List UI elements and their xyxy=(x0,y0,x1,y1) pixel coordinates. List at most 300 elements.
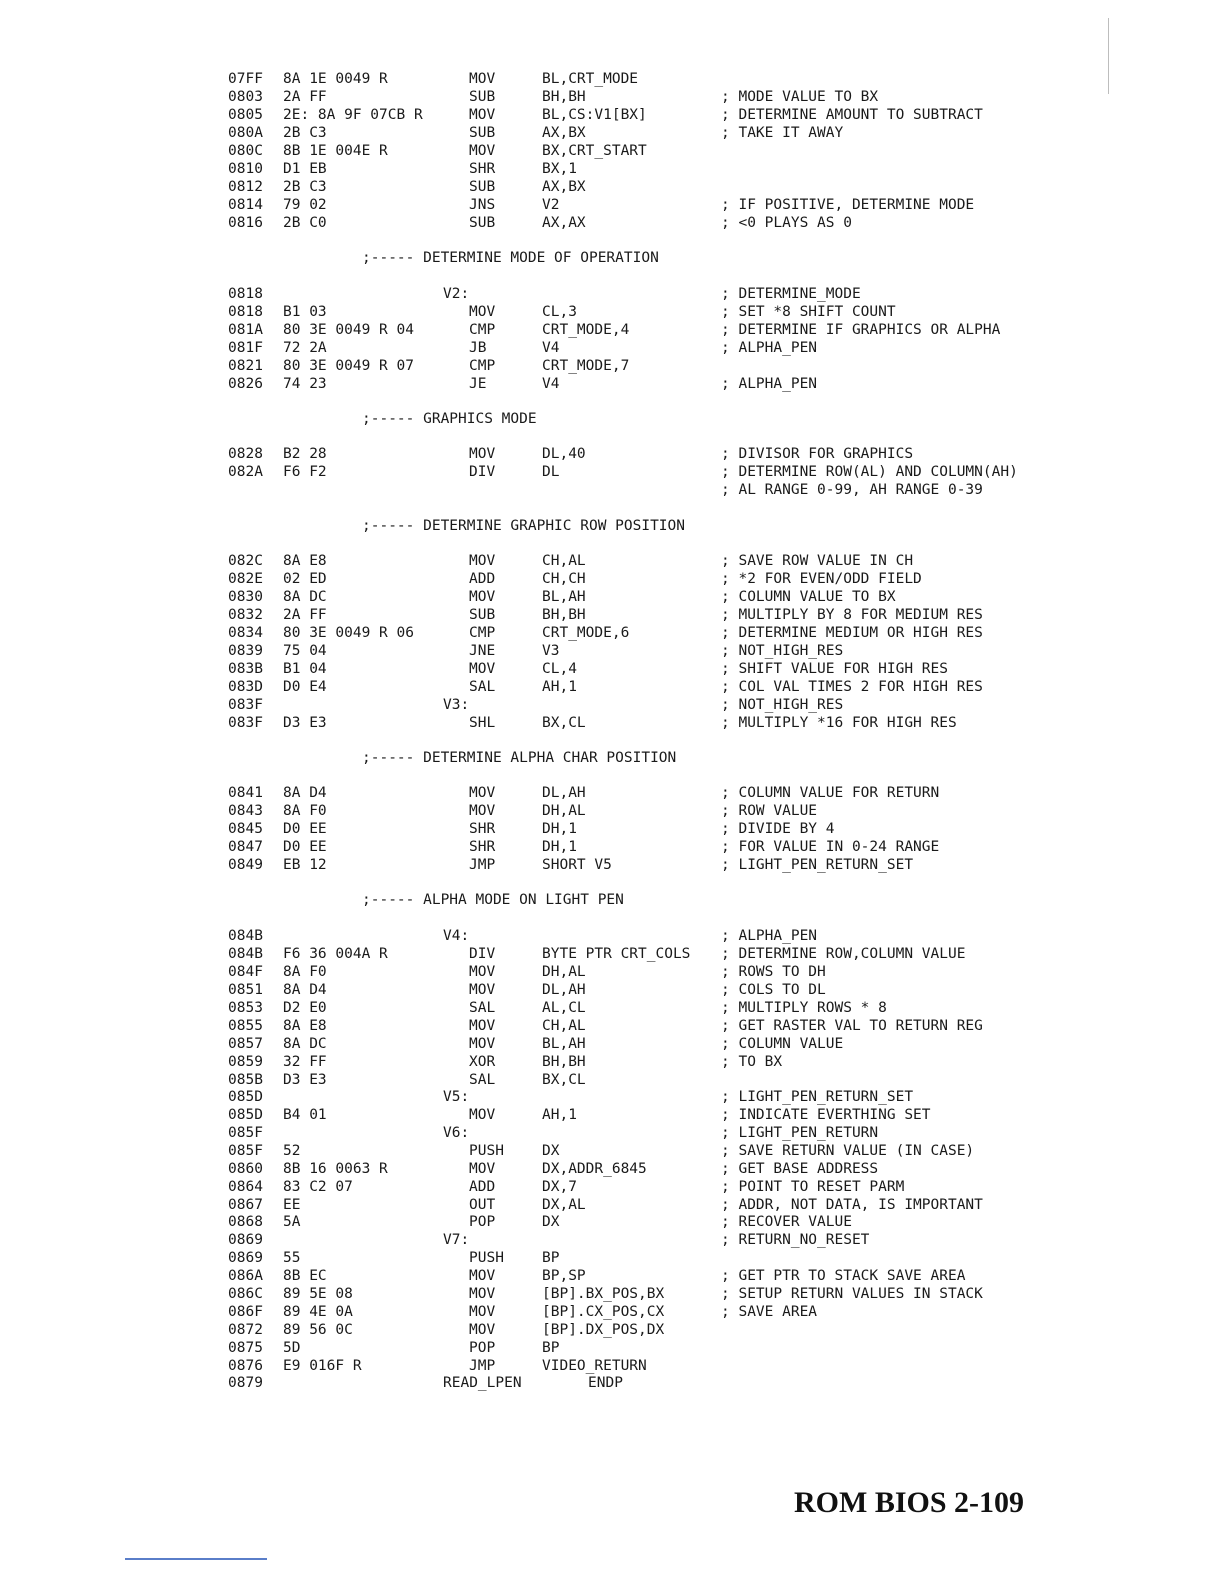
margin-mark xyxy=(125,1558,267,1560)
code-line xyxy=(0,88,1224,106)
object-code: 8B 1E 004E R xyxy=(283,143,388,159)
mnemonic: MOV xyxy=(469,446,496,462)
line-comment: ; GET RASTER VAL TO RETURN REG xyxy=(721,1018,983,1034)
object-code: 8A DC xyxy=(283,1036,327,1052)
code-line xyxy=(0,1071,1224,1089)
section-heading-text: ;----- ALPHA MODE ON LIGHT PEN xyxy=(362,892,624,908)
line-comment: ; ROW VALUE xyxy=(721,803,818,819)
operand: [BP].CX_POS,CX xyxy=(542,1304,665,1320)
line-comment: ; COL VAL TIMES 2 FOR HIGH RES xyxy=(721,679,983,695)
code-line xyxy=(0,927,1224,945)
code-line xyxy=(0,196,1224,214)
mnemonic: SUB xyxy=(469,125,496,141)
code-line xyxy=(0,1053,1224,1071)
operand: DH,AL xyxy=(542,803,586,819)
operand: BP xyxy=(542,1250,560,1266)
line-address: 084F xyxy=(228,964,263,980)
line-comment: ; ROWS TO DH xyxy=(721,964,826,980)
line-address: 0834 xyxy=(228,625,263,641)
line-address: 0832 xyxy=(228,607,263,623)
edge-mark xyxy=(1108,18,1109,94)
operand: DX,AL xyxy=(542,1197,586,1213)
object-code: 5A xyxy=(283,1214,301,1230)
mnemonic: MOV xyxy=(469,71,496,87)
operand: DL xyxy=(542,464,560,480)
section-heading xyxy=(0,517,1224,535)
object-code: 8B 16 0063 R xyxy=(283,1161,388,1177)
mnemonic: OUT xyxy=(469,1197,496,1213)
code-label: V4: xyxy=(443,928,470,944)
object-code: 2B C3 xyxy=(283,125,327,141)
object-code: D3 E3 xyxy=(283,715,327,731)
line-address: 086C xyxy=(228,1286,263,1302)
line-comment: ; NOT_HIGH_RES xyxy=(721,697,844,713)
line-address: 082A xyxy=(228,464,263,480)
operand: BX,1 xyxy=(542,161,577,177)
line-address: 0876 xyxy=(228,1358,263,1374)
operand: CRT_MODE,7 xyxy=(542,358,630,374)
line-comment: ; GET PTR TO STACK SAVE AREA xyxy=(721,1268,966,1284)
mnemonic: JE xyxy=(469,376,487,392)
object-code: 8A F0 xyxy=(283,803,327,819)
code-line xyxy=(0,1124,1224,1142)
line-address: 0851 xyxy=(228,982,263,998)
line-comment: ; ALPHA_PEN xyxy=(721,928,818,944)
line-address: 083D xyxy=(228,679,263,695)
operand: DX,ADDR_6845 xyxy=(542,1161,647,1177)
code-line xyxy=(0,838,1224,856)
code-line xyxy=(0,1374,1224,1392)
operand: DL,40 xyxy=(542,446,586,462)
mnemonic: PUSH xyxy=(469,1143,504,1159)
line-comment: ; DETERMINE AMOUNT TO SUBTRACT xyxy=(721,107,983,123)
code-line xyxy=(0,1088,1224,1106)
code-line xyxy=(0,285,1224,303)
code-line xyxy=(0,570,1224,588)
operand: BX,CRT_START xyxy=(542,143,647,159)
mnemonic: MOV xyxy=(469,964,496,980)
line-address: 084B xyxy=(228,946,263,962)
code-line xyxy=(0,339,1224,357)
operand: AX,BX xyxy=(542,179,586,195)
object-code: 74 23 xyxy=(283,376,327,392)
line-address: 085F xyxy=(228,1143,263,1159)
line-address: 0845 xyxy=(228,821,263,837)
object-code: D2 E0 xyxy=(283,1000,327,1016)
mnemonic: SUB xyxy=(469,179,496,195)
object-code: 89 4E 0A xyxy=(283,1304,353,1320)
object-code: 2E: 8A 9F 07CB R xyxy=(283,107,423,123)
line-address: 0859 xyxy=(228,1054,263,1070)
line-address: 0853 xyxy=(228,1000,263,1016)
code-line xyxy=(0,981,1224,999)
code-line xyxy=(0,1303,1224,1321)
line-comment: ; COLUMN VALUE TO BX xyxy=(721,589,896,605)
code-line xyxy=(0,963,1224,981)
code-line xyxy=(0,70,1224,88)
mnemonic: XOR xyxy=(469,1054,496,1070)
code-label: V3: xyxy=(443,697,470,713)
mnemonic: MOV xyxy=(469,982,496,998)
mnemonic: POP xyxy=(469,1214,496,1230)
line-comment: ; *2 FOR EVEN/ODD FIELD xyxy=(721,571,922,587)
line-comment: ; SAVE AREA xyxy=(721,1304,818,1320)
code-line xyxy=(0,321,1224,339)
object-code: 2B C3 xyxy=(283,179,327,195)
line-address: 0864 xyxy=(228,1179,263,1195)
mnemonic: MOV xyxy=(469,1304,496,1320)
line-address: 083F xyxy=(228,715,263,731)
mnemonic: SAL xyxy=(469,1000,496,1016)
line-comment: ; MULTIPLY ROWS * 8 xyxy=(721,1000,887,1016)
operand: CL,3 xyxy=(542,304,577,320)
operand: DH,AL xyxy=(542,964,586,980)
mnemonic: ADD xyxy=(469,571,496,587)
line-address: 0814 xyxy=(228,197,263,213)
object-code: 80 3E 0049 R 06 xyxy=(283,625,414,641)
line-address: 085F xyxy=(228,1125,263,1141)
line-address: 0803 xyxy=(228,89,263,105)
operand: SHORT V5 xyxy=(542,857,612,873)
mnemonic: DIV xyxy=(469,946,496,962)
code-line xyxy=(0,606,1224,624)
operand: CRT_MODE,4 xyxy=(542,322,630,338)
line-address: 080A xyxy=(228,125,263,141)
line-comment: ; SET *8 SHIFT COUNT xyxy=(721,304,896,320)
mnemonic: MOV xyxy=(469,589,496,605)
object-code: B2 28 xyxy=(283,446,327,462)
code-line xyxy=(0,1035,1224,1053)
line-address: 085D xyxy=(228,1107,263,1123)
line-comment: ; DETERMINE IF GRAPHICS OR ALPHA xyxy=(721,322,1001,338)
object-code: 02 ED xyxy=(283,571,327,587)
line-address: 0843 xyxy=(228,803,263,819)
code-line xyxy=(0,124,1224,142)
operand: BL,AH xyxy=(542,1036,586,1052)
code-line xyxy=(0,106,1224,124)
operand: CH,AL xyxy=(542,553,586,569)
mnemonic: MOV xyxy=(469,143,496,159)
section-heading xyxy=(0,891,1224,909)
object-code: 8A E8 xyxy=(283,1018,327,1034)
code-label: V6: xyxy=(443,1125,470,1141)
operand: DH,1 xyxy=(542,821,577,837)
code-line xyxy=(0,588,1224,606)
code-line xyxy=(0,481,1224,499)
operand: CH,AL xyxy=(542,1018,586,1034)
object-code: 8A F0 xyxy=(283,964,327,980)
line-comment: ; IF POSITIVE, DETERMINE MODE xyxy=(721,197,975,213)
section-heading-text: ;----- DETERMINE ALPHA CHAR POSITION xyxy=(362,750,677,766)
mnemonic: JMP xyxy=(469,857,496,873)
line-comment: ; ALPHA_PEN xyxy=(721,376,818,392)
mnemonic: SHR xyxy=(469,161,496,177)
operand: BH,BH xyxy=(542,89,586,105)
mnemonic: CMP xyxy=(469,322,496,338)
line-address: 086F xyxy=(228,1304,263,1320)
code-line xyxy=(0,445,1224,463)
code-line xyxy=(0,1196,1224,1214)
line-address: 0860 xyxy=(228,1161,263,1177)
code-line xyxy=(0,784,1224,802)
line-comment: ; TO BX xyxy=(721,1054,783,1070)
operand: DL,AH xyxy=(542,982,586,998)
section-heading xyxy=(0,249,1224,267)
operand: VIDEO_RETURN xyxy=(542,1358,647,1374)
code-line xyxy=(0,678,1224,696)
mnemonic: MOV xyxy=(469,1286,496,1302)
line-comment: ; AL RANGE 0-99, AH RANGE 0-39 xyxy=(721,482,983,498)
line-comment: ; NOT_HIGH_RES xyxy=(721,643,844,659)
line-comment: ; <0 PLAYS AS 0 xyxy=(721,215,852,231)
line-comment: ; GET BASE ADDRESS xyxy=(721,1161,879,1177)
code-line xyxy=(0,1213,1224,1231)
line-comment: ; DIVIDE BY 4 xyxy=(721,821,835,837)
line-comment: ; SAVE RETURN VALUE (IN CASE) xyxy=(721,1143,975,1159)
code-line xyxy=(0,1160,1224,1178)
section-heading-text: ;----- DETERMINE MODE OF OPERATION xyxy=(362,250,659,266)
code-line xyxy=(0,714,1224,732)
line-address: 0867 xyxy=(228,1197,263,1213)
code-line xyxy=(0,820,1224,838)
line-comment: ; TAKE IT AWAY xyxy=(721,125,844,141)
code-label: READ_LPEN xyxy=(443,1375,522,1391)
line-address: 082C xyxy=(228,553,263,569)
operand: BP,SP xyxy=(542,1268,586,1284)
mnemonic: MOV xyxy=(469,1322,496,1338)
object-code: D0 E4 xyxy=(283,679,327,695)
line-address: 0869 xyxy=(228,1232,263,1248)
object-code: F6 36 004A R xyxy=(283,946,388,962)
line-address: 0830 xyxy=(228,589,263,605)
code-line xyxy=(0,1178,1224,1196)
code-line xyxy=(0,142,1224,160)
code-line xyxy=(0,375,1224,393)
code-line xyxy=(0,178,1224,196)
mnemonic: SHR xyxy=(469,821,496,837)
line-address: 0849 xyxy=(228,857,263,873)
mnemonic: MOV xyxy=(469,553,496,569)
code-line xyxy=(0,1106,1224,1124)
mnemonic: SUB xyxy=(469,89,496,105)
line-address: 0810 xyxy=(228,161,263,177)
object-code: EE xyxy=(283,1197,301,1213)
object-code: F6 F2 xyxy=(283,464,327,480)
mnemonic: MOV xyxy=(469,304,496,320)
mnemonic: MOV xyxy=(469,661,496,677)
operand: AX,AX xyxy=(542,215,586,231)
operand: BX,CL xyxy=(542,1072,586,1088)
operand: DX xyxy=(542,1143,560,1159)
code-line xyxy=(0,303,1224,321)
line-address: 081F xyxy=(228,340,263,356)
object-code: 80 3E 0049 R 04 xyxy=(283,322,414,338)
mnemonic: JB xyxy=(469,340,487,356)
code-line xyxy=(0,1267,1224,1285)
mnemonic: SAL xyxy=(469,679,496,695)
object-code: 55 xyxy=(283,1250,301,1266)
line-address: 0816 xyxy=(228,215,263,231)
line-address: 0841 xyxy=(228,785,263,801)
object-code: D3 E3 xyxy=(283,1072,327,1088)
code-label: V2: xyxy=(443,286,470,302)
line-address: 084B xyxy=(228,928,263,944)
operand: AH,1 xyxy=(542,679,577,695)
code-line xyxy=(0,856,1224,874)
mnemonic: MOV xyxy=(469,1161,496,1177)
mnemonic: JMP xyxy=(469,1358,496,1374)
code-line xyxy=(0,1142,1224,1160)
line-comment: ; DETERMINE ROW(AL) AND COLUMN(AH) xyxy=(721,464,1018,480)
object-code: D0 EE xyxy=(283,821,327,837)
mnemonic: MOV xyxy=(469,803,496,819)
line-address: 0818 xyxy=(228,304,263,320)
line-comment: ; LIGHT_PEN_RETURN_SET xyxy=(721,1089,914,1105)
code-label: V7: xyxy=(443,1232,470,1248)
line-comment: ; COLS TO DL xyxy=(721,982,826,998)
code-line xyxy=(0,660,1224,678)
line-comment: ; DETERMINE MEDIUM OR HIGH RES xyxy=(721,625,983,641)
line-comment: ; COLUMN VALUE FOR RETURN xyxy=(721,785,940,801)
line-comment: ; MULTIPLY *16 FOR HIGH RES xyxy=(721,715,957,731)
line-comment: ; DETERMINE ROW,COLUMN VALUE xyxy=(721,946,966,962)
line-address: 080C xyxy=(228,143,263,159)
line-address: 0821 xyxy=(228,358,263,374)
object-code: D1 EB xyxy=(283,161,327,177)
operand: BL,CRT_MODE xyxy=(542,71,639,87)
mnemonic: ADD xyxy=(469,1179,496,1195)
operand: BH,BH xyxy=(542,607,586,623)
code-line xyxy=(0,1321,1224,1339)
code-line xyxy=(0,1231,1224,1249)
object-code: 8A E8 xyxy=(283,553,327,569)
mnemonic: SUB xyxy=(469,215,496,231)
mnemonic: POP xyxy=(469,1340,496,1356)
operand: BP xyxy=(542,1340,560,1356)
operand: V3 xyxy=(542,643,560,659)
line-address: 0818 xyxy=(228,286,263,302)
code-line xyxy=(0,802,1224,820)
section-heading-text: ;----- DETERMINE GRAPHIC ROW POSITION xyxy=(362,518,686,534)
operand: BX,CL xyxy=(542,715,586,731)
line-address: 0872 xyxy=(228,1322,263,1338)
mnemonic: SHL xyxy=(469,715,496,731)
code-line xyxy=(0,1357,1224,1375)
code-line xyxy=(0,696,1224,714)
code-line xyxy=(0,945,1224,963)
object-code: 83 C2 07 xyxy=(283,1179,353,1195)
code-line xyxy=(0,463,1224,481)
line-comment: ; COLUMN VALUE xyxy=(721,1036,844,1052)
code-line xyxy=(0,624,1224,642)
operand: CL,4 xyxy=(542,661,577,677)
section-heading xyxy=(0,749,1224,767)
object-code: 8A DC xyxy=(283,589,327,605)
line-address: 0857 xyxy=(228,1036,263,1052)
code-line xyxy=(0,357,1224,375)
code-line xyxy=(0,1339,1224,1357)
operand: CH,CH xyxy=(542,571,586,587)
object-code: 8B EC xyxy=(283,1268,327,1284)
line-comment: ; DIVISOR FOR GRAPHICS xyxy=(721,446,914,462)
operand: [BP].DX_POS,DX xyxy=(542,1322,665,1338)
line-address: 0805 xyxy=(228,107,263,123)
line-address: 0826 xyxy=(228,376,263,392)
object-code: B4 01 xyxy=(283,1107,327,1123)
line-address: 0855 xyxy=(228,1018,263,1034)
line-comment: ; MODE VALUE TO BX xyxy=(721,89,879,105)
object-code: 8A D4 xyxy=(283,982,327,998)
mnemonic: MOV xyxy=(469,1018,496,1034)
object-code: 2B C0 xyxy=(283,215,327,231)
line-address: 086A xyxy=(228,1268,263,1284)
section-heading-text: ;----- GRAPHICS MODE xyxy=(362,411,537,427)
line-address: 0828 xyxy=(228,446,263,462)
code-line xyxy=(0,642,1224,660)
line-address: 081A xyxy=(228,322,263,338)
object-code: 32 FF xyxy=(283,1054,327,1070)
line-comment: ; MULTIPLY BY 8 FOR MEDIUM RES xyxy=(721,607,983,623)
line-address: 0839 xyxy=(228,643,263,659)
code-line xyxy=(0,214,1224,232)
line-comment: ; POINT TO RESET PARM xyxy=(721,1179,905,1195)
mnemonic: SUB xyxy=(469,607,496,623)
operand: DH,1 xyxy=(542,839,577,855)
operand: [BP].BX_POS,BX xyxy=(542,1286,665,1302)
object-code: 52 xyxy=(283,1143,301,1159)
operand: AL,CL xyxy=(542,1000,586,1016)
mnemonic: SAL xyxy=(469,1072,496,1088)
mnemonic: JNS xyxy=(469,197,496,213)
mnemonic: MOV xyxy=(469,1268,496,1284)
object-code: EB 12 xyxy=(283,857,327,873)
line-address: 07FF xyxy=(228,71,263,87)
operand: BH,BH xyxy=(542,1054,586,1070)
mnemonic: CMP xyxy=(469,358,496,374)
object-code: 2A FF xyxy=(283,607,327,623)
mnemonic: DIV xyxy=(469,464,496,480)
line-address: 0875 xyxy=(228,1340,263,1356)
line-comment: ; RECOVER VALUE xyxy=(721,1214,852,1230)
page-footer: ROM BIOS 2-109 xyxy=(794,1486,1025,1519)
line-address: 083F xyxy=(228,697,263,713)
line-address: 0869 xyxy=(228,1250,263,1266)
line-comment: ; INDICATE EVERTHING SET xyxy=(721,1107,931,1123)
mnemonic: SHR xyxy=(469,839,496,855)
line-address: 0879 xyxy=(228,1375,263,1391)
code-line xyxy=(0,552,1224,570)
mnemonic: MOV xyxy=(469,107,496,123)
line-address: 085D xyxy=(228,1089,263,1105)
code-line xyxy=(0,999,1224,1017)
operand: DL,AH xyxy=(542,785,586,801)
operand: DX xyxy=(542,1214,560,1230)
line-comment: ; SHIFT VALUE FOR HIGH RES xyxy=(721,661,948,677)
object-code: 75 04 xyxy=(283,643,327,659)
line-comment: ; LIGHT_PEN_RETURN_SET xyxy=(721,857,914,873)
object-code: 5D xyxy=(283,1340,301,1356)
line-address: 083B xyxy=(228,661,263,677)
operand: BL,CS:V1[BX] xyxy=(542,107,647,123)
code-label: V5: xyxy=(443,1089,470,1105)
mnemonic: CMP xyxy=(469,625,496,641)
code-line xyxy=(0,160,1224,178)
code-line xyxy=(0,1249,1224,1267)
object-code: 8A 1E 0049 R xyxy=(283,71,388,87)
mnemonic: PUSH xyxy=(469,1250,504,1266)
operand: V4 xyxy=(542,340,560,356)
line-comment: ; DETERMINE_MODE xyxy=(721,286,861,302)
